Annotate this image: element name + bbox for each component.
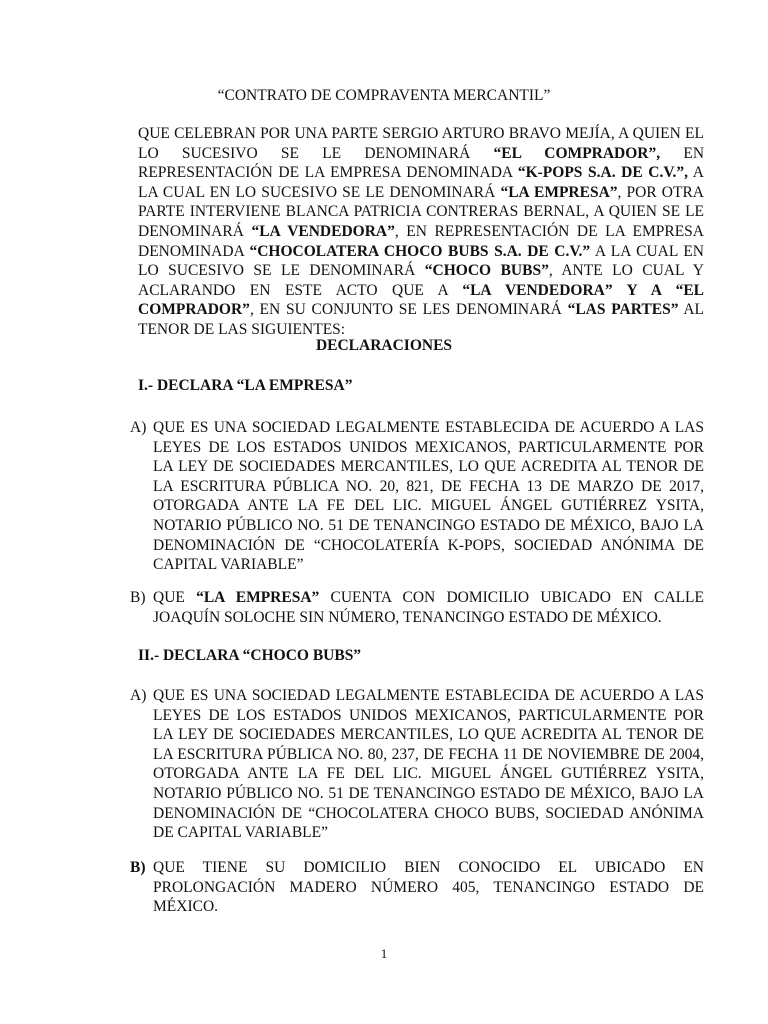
item-text <box>153 858 704 917</box>
text-run: QUE ES UNA SOCIEDAD LEGALMENTE ESTABLECIDA DE ACUERDO A LAS LEYES DE LOS ESTADOS UNIDOS MEXICANOS, PARTICULARMENTE POR LA LEY DE SOCIEDADES MERCANTILES, LO QUE ACREDITA AL TENOR DE LA ESCRITURA PÚBLICA NO. 80, 237, DE FECHA 11 DE NOVIEMBRE DE 2004, OTORGADA ANTE LA FE DEL LIC. MIGUEL ÁNGEL GUTIÉRREZ YSITA, NOTARIO PÚBLICO NO. 51 DE TENANCINGO ESTADO DE MÉXICO, BAJO LA DENOMINACIÓN DE “CHOCOLATERA CHOCO BUBS, SOCIEDAD ANÓNIMA DE CAPITAL VARIABLE” <box>153 687 704 842</box>
declaraciones-heading: DECLARACIONES <box>315 337 453 354</box>
section-2-item-b <box>130 858 704 917</box>
page-number: 1 <box>380 946 388 961</box>
bold-text-run: “LA VENDEDORA” <box>251 222 395 240</box>
section-2-item-a <box>130 686 704 843</box>
item-marker: A) <box>130 419 147 436</box>
text-run: , POR OTRA PARTE INTERVIENE BLANCA PATRICIA CONTRERAS BERNAL, A QUIEN SE LE DENOMINARÁ <box>138 183 704 240</box>
text-run: AL TENOR DE LAS SIGUIENTES: <box>138 301 705 338</box>
bold-text-run: “CHOCO BUBS” <box>424 262 549 280</box>
text-run: A LA CUAL EN LO SUCESIVO SE LE DENOMINARÁ <box>138 164 704 201</box>
bold-text-run: “LA EMPRESA” <box>500 183 618 201</box>
item-marker: B) <box>130 589 146 606</box>
bold-text-run: “LA EMPRESA” <box>196 589 320 606</box>
contract-title: “CONTRATO DE COMPRAVENTA MERCANTIL” <box>217 87 551 104</box>
text-run: CUENTA CON DOMICILIO UBICADO EN CALLE JOAQUÍN SOLOCHE SIN NÚMERO, TENANCINGO ESTADO DE MÉXICO. <box>153 589 704 626</box>
bold-text-run: “LA VENDEDORA” Y A “EL COMPRADOR” <box>138 281 705 319</box>
text-run: , ANTE LO CUAL Y ACLARANDO EN ESTE ACTO QUE A <box>138 262 704 299</box>
text-run: A LA CUAL EN LO SUCESIVO SE LE DENOMINARÁ <box>138 242 704 280</box>
item-marker: A) <box>130 687 147 704</box>
text-run: , EN REPRESENTACIÓN DE LA EMPRESA DENOMINADA <box>138 222 704 260</box>
section-1-item-a <box>130 418 704 575</box>
text-run: QUE TIENE SU DOMICILIO BIEN CONOCIDO EL UBICADO EN PROLONGACIÓN MADERO NÚMERO 405, TENANCINGO ESTADO DE MÉXICO. <box>153 859 704 916</box>
text-run: QUE <box>153 589 197 606</box>
bold-text-run: “CHOCOLATERA CHOCO BUBS S.A. DE C.V.” <box>249 242 591 260</box>
bold-text-run: “LAS PARTES” <box>567 301 679 319</box>
section-2-heading: II.- DECLARA “CHOCO BUBS” <box>138 647 362 664</box>
section-1-heading: I.- DECLARA “LA EMPRESA” <box>138 377 353 394</box>
text-run: QUE CELEBRAN POR UNA PARTE SERGIO ARTURO BRAVO MEJÍA, A QUIEN EL LO SUCESIVO SE LE DENOMINARÁ <box>138 125 704 162</box>
bold-text-run: “EL COMPRADOR”, <box>493 144 661 162</box>
text-run: QUE ES UNA SOCIEDAD LEGALMENTE ESTABLECIDA DE ACUERDO A LAS LEYES DE LOS ESTADOS UNIDOS MEXICANOS, PARTICULARMENTE POR LA LEY DE SOCIEDADES MERCANTILES, LO QUE ACREDITA AL TENOR DE LA ESCRITURA PÚBLICA NO. 20, 821, DE FECHA 13 DE MARZO DE 2017, OTORGADA ANTE LA FE DEL LIC. MIGUEL ÁNGEL GUTIÉRREZ YSITA, NOTARIO PÚBLICO NO. 51 DE TENANCINGO ESTADO DE MÉXICO, BAJO LA DENOMINACIÓN DE “CHOCOLATERÍA K-POPS, SOCIEDAD ANÓNIMA DE CAPITAL VARIABLE” <box>153 419 704 574</box>
intro-paragraph <box>138 124 704 340</box>
item-text <box>153 686 704 843</box>
section-1-item-b <box>130 588 704 627</box>
text-run: EN REPRESENTACIÓN DE LA EMPRESA DENOMINADA <box>138 144 705 182</box>
item-text <box>153 588 704 627</box>
item-marker: B) <box>130 859 146 876</box>
text-run: , EN SU CONJUNTO SE LES DENOMINARÁ <box>249 301 568 319</box>
bold-text-run: “K-POPS S.A. DE C.V.”, <box>517 164 689 182</box>
item-text <box>153 418 704 575</box>
